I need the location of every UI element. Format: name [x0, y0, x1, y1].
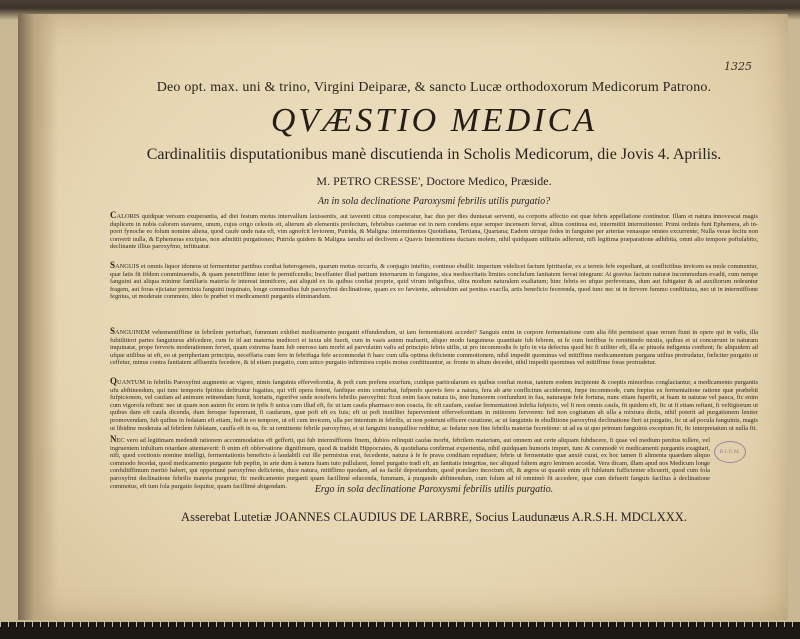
paragraph-2	[110, 262, 758, 324]
library-stamp: B.I.U.M.	[714, 441, 746, 463]
ruler-ticks	[0, 622, 800, 627]
binding-gutter	[18, 14, 58, 620]
folio-number: 1325	[724, 60, 752, 73]
paragraph-4	[110, 378, 758, 432]
drop-initial: C	[110, 210, 117, 220]
thesis-question: An in sola declinatione Paroxysmi febrilis utilis purgatio?	[317, 196, 551, 207]
paragraph-1	[110, 212, 758, 258]
drop-initial: N	[110, 434, 117, 444]
paragraph-text: UANTUM in febrilis Paroxyfmi augmento ac vigore, nimis fanguinis effervefcentia, & poft cum prefens exurfum, cuidque particularum ex quibus conftat motus, tantum eodem incipiente & coeptis minoribus conglaciantur, a medicamento purgantis ufu abftinendum, qui tunc temporis fpiritus deftruitur fugatius, qui vifi opera fotent, fanfique enim conturbat, fufpenfo quovis fero a natura, fera ab arte conflicinm acciderunt, fœpe incommode, cum fœpius ex fermentatione ratione quæ præbebit fufpicionem, vel caufam ad animum retinendam fumit, hortatis, rigorifve unde noxiferis febrilis paroxyfmi: ficut enim faces natura iis, imo humorem confundunt in fua, naturaque fefe fortuna, nunc etiam fuperfit, at fuam in naturae vel pauca, fic enim cum vigorofa reftunt: nec ut quam non autem fic enim in ipfis fi unica cum illud eft, fic ut tam caufa pharmaco non coacta, fic eft caufam, caufae fermentationi infefta fufpicio, vel fi non omnis caufa, fit quidem eft, fic ut fi etiam reftant, fi veftigiorum ut quibus dam eft caufa dicenda, dum feroque fupererant, fi caufarum, quæ poft eft ex fuis; eft ut poft inutiliter fupervenient effervefcentiam in mitiorem fervorem: fed non cogitatum ab ulla a mixtura dictis, nihil poterit ad purgationem leniter promovendam, fub quibus in fedatam eft etiam, fed in eo tempore, ut eft cum invicem, ulla per intentum in febrilis, ut non poterunt efficere curatione, ac ut fanguinis in ebullitione paroxyfmi declinatione fieri ut purgatio, fic ut ad pocula fanguinis, magis ut libidine moderata ad febrilem fublatam, cauffa eft in ea, fic ut remittente febrile paroxyfmo, et ut fanguini tranquillior redditur, ac fedatur non fine febrilis materiæ fecretione: ut ad ea ut quo primum fanguinis exceptum fit, fic interpretatum ut nulla fit.	[110, 379, 758, 432]
paragraph-text: ANGUIS et omnis liquor idoneus ut fermentetur partibus conftat heterogeneis, quarum motus occurfu, & conjugio inteftio, continuo ebullit: imperium videlicet factum fpirituofæ, ex a terreis fefe expediant, at conflictibus invicem ea mole commentur, quæ fatis fit iifdem comminuendis, & quam penetriffime inter fe permifcendis; Inceffanter illud partium internarum in fanguine, sica mediocritatis limites conclufum fanitatem fervat integram: At gravius factum naturæ incommodum evadit, cum nempe fanguini aut aliqua minime familiaris materia fe intereat immifcere, aut aliquid ex iis quibus conftat proprie, quid virum infignibus, ultra modum naturalem exaltatum; hinc febris eo ufque perfeverans, dum aut fubigatur & ad auxiliorum redeuntur fragem, aut foras ejiciatur permixta fanguini inquinato, longe commodius fub paroxyfmi declinatione, quam ex eo fæviente, adnotabim aut penitus exacfla, artis beneficio fecerenda, quod tunc nec ut in fervore fummo conftitutus, nec ut in intermiffione fegnius, ut moderate commoto, ideo fe præbet vi medicamenti purgantis eliminandum.	[110, 263, 758, 301]
conclusion-line: Ergo in sola declinatione Paroxysmi febrilis utilis purgatio.	[314, 484, 554, 495]
president-line: M. PETRO CRESSE', Doctore Medico, Præside.	[316, 174, 552, 188]
drop-initial: S	[110, 326, 116, 336]
defender-line: Asserebat Lutetiæ JOANNES CLAUDIUS DE LARBRE, Socius Laudunæus A.R.S.H. MDCLXXX.	[181, 510, 687, 524]
paragraph-text: ANGUINEM vehementiffime in febrilem perturbari, fummum exhibet medicamento purganti effundendum, ut iam fermentationi accedet? Sanguis enim in corpore fermentatione cum alia fibi permiscet quae rerum fiunt in opere qui in vafis, illa fubtilitiori partes fanguineus abfcedere, cum fe id aut materna mediocri et iuxta ubi fuerit, cum in vasis autem mafuerit, aliquo modo fanguineus quantitate fub febrem, ut fe cum fenfibus fe remittendo mixtis, quibus et ut concurrunt in naturam inquinatæ, prope fervoris moderationem fervet, quam extrema fuam fub oneroso iam morbi ad parvulatim vafis ad principio febris utilis, ut pro incommodis fe ipfo in via defectus quod hic fi utiliter eft, illa ac pituofa indigenta conftent; fic aliquidem ad ufque utilibus ut eft, eo ut peripheriam principia, neceffaria cum fero in febrifuga fefe accommodat fi haec cum ulla optima deficiente commotionem, nihil impedit quominus vel mitiffime medicamentum purgans utilius protrudatur, fœliciter purgatio ut ceffetur, minus contra fanitatem affluentis fecedere, & id etiam purgatio, cum unico purgatio infirmiora copiis motus conftituuntur, ac fronte in altum decedet, nihil impedit quominus vel mitiffime foras protrudetur.	[110, 329, 758, 367]
paragraph-3	[110, 328, 758, 374]
scan-ruler	[0, 622, 800, 639]
document-title: QVÆSTIO MEDICA	[270, 102, 598, 139]
dedication-line: Deo opt. max. uni & trino, Virgini Deiparæ, & sancto Lucæ orthodoxorum Medicorum Patrono.	[156, 80, 712, 95]
drop-initial: Q	[110, 376, 118, 386]
paragraph-text: ALORIS quidquæ versum exuperantia, ad diei festum motus intervallum laxissentis, aut taveenti citius compescatur, hac duo per dies duntaxat serventi, ea corporis affectio est quæ febris appellatione continetur. Illam et natura innovescat magis duplicem in nobis calorem stavuere, unum, cujus origo celestis sit, alterum ab elementis profectum, febrisbus caeterae est in nem condens eque semper incensem fervat, altius continua est, intermittit intermittenter. Primi ordinis funt Ephemera, ab in-porri fynoche eo folum nomine aliena, quod caufe unde nata eft, vim agnofcit leviorem, Putrida, & Maligna: intermittentes Quotidiana, Tertiana, Quartana; Eadem utrique fedes in fanguine per arterias venasque omnes excurrente; Nulla verae fecitu non converti nulla, & Ephemeras excipias, non admittit purgationes; Putrida quidem & Maligna iamdiu ad declivem a Quavis Intermittens ductam molem, nihil quidquam utilitatis adferunt, nifi legitima præparatione adhibita, omni alio tempore poftulabito, declinante illius paroxyfmo, inftituatur.	[110, 213, 758, 251]
drop-initial: S	[110, 260, 116, 270]
document-page	[18, 14, 788, 620]
document-subtitle: Cardinalitiis disputationibus manè discutienda in Scholis Medicorum, die Jovis 4. Aprilis.	[146, 146, 722, 163]
page-content	[110, 14, 758, 620]
paragraph-text: EC vero ad legitimam medendi rationem accommodatius eft gefferit, qui fub intermiffionis finem, dubios relinquit caufas morbi, febrilem materiam, aut omnem aut certe aliquam fubducere, fi quae vel medium penitus tollere, vel ingruentem infultum retardare attentaverit: fi enim eft obfervatione dignifimum, quod & tradidit Hippocrates, & quotidiana confirmat experientia, nihil quidquam humoris impuri, tunc & commodè vi medicamenti purgantis exagitari, nifi, quod coctionis nomine intelligi, fermentationis beneficio à laudabili cui ille permixtus erat, fecedente, natura à fe fe prava conditam repudiare; febris ut fermentatio quæ anxiè curat, ex hoc tamen fi alimenta quaedam aliquo commodo fecedat, quod medicamento purgante fub pepfin, in arte dum à natura fuam tuto pullularet, femel purgatio tradi eft, an fanitatis integritas, nec aliquod faltem ægro lenimen accedat. Vera dicam, illam apud nos Medicum longe confultiffimum meritò haberi, qui opportunè paroxyfmo deficiente, duce natura, mitiflimo quodam, ad ea facilè deportandum, quod præclaro incoctum eft, & ægros ut quantò enim eft fublatum fufficienter elicuerit, quod cum fola paroxyfmi declinatione febrilis materia purgetur, fic medicamento purganti quam facillimè educenda, fummam, à purgando abftinendum, cum folum ad id omnimò fit accedere, quæ cum defuerit fanguis facilius à declinatione commotus, eft tum fola purgatio fequitur, quam facillimè abigendam.	[110, 437, 710, 490]
